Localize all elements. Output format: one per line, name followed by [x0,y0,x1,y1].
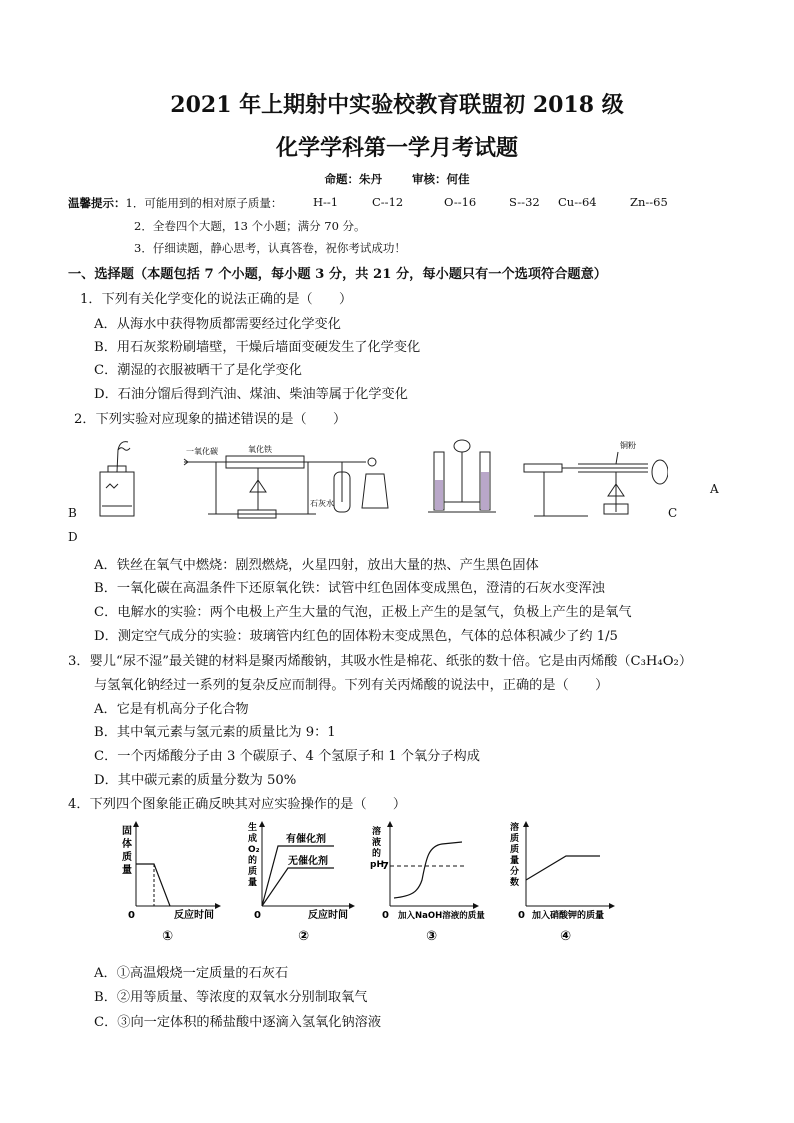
air-composition-apparatus [524,452,668,516]
tip-line2: 2．全卷四个大题，13 个小题；满分 70 分。 [134,219,366,233]
q1-option-a: A．从海水中获得物质都需要经过化学变化 [94,317,341,332]
q2-option-a: A．铁丝在氧气中燃烧：剧烈燃烧，火星四射，放出大量的热、产生黑色固体 [94,558,539,573]
g4-ylabel-3: 量 [510,856,520,866]
tip-line1 [68,195,282,211]
tip-line3: 3．仔细读题，静心思考，认真答卷，祝你考试成功！ [134,241,406,255]
q2-apparatus-figure [88,432,668,524]
g4-ylabel-4: 分 [510,867,520,877]
g3-ylabel-2: 的 [372,849,382,859]
g4-origin: 0 [518,910,525,921]
g1-ylabel-1: 体 [122,839,132,850]
q2-option-d: D．测定空气成分的实验：玻璃管内红色的固体粉末变成黑色，气体的总体积减少了约 1/5 [94,629,618,644]
mass-h: H--1 [313,195,339,209]
g3-origin: 0 [382,910,389,921]
g3-xlabel: 加入NaOH溶液的质量 [398,911,485,921]
mass-cu: Cu--64 [558,195,597,209]
g2-ylabel-5: 量 [248,878,258,888]
reviewer: 审核：何佳 [412,172,470,186]
q4-option-b: B．②用等质量、等浓度的双氧水分别制取氧气 [94,990,368,1005]
q4-option-a: A．①高温煅烧一定质量的石灰石 [94,966,289,981]
g2-ylabel-0: 生 [248,823,258,833]
g3-tick-7: 7 [382,861,389,872]
figure-letter-a: A [710,482,719,496]
mass-zn: Zn--65 [630,195,668,209]
g2-origin: 0 [254,910,261,921]
q1-option-d: D．石油分馏后得到汽油、煤油、柴油等属于化学变化 [94,387,408,402]
section1-heading: 一、选择题（本题包括 7 个小题，每小题 3 分，共 21 分，每小题只有一个选项符合题意） [68,267,607,282]
graph-2 [248,821,352,944]
tips-label: 温馨提示： [68,196,126,210]
tip1-prefix: 1．可能用到的相对原子质量： [125,196,283,210]
g4-ylabel-1: 质 [510,834,520,844]
label-copper-powder: 铜粉 [620,441,636,450]
g4-curve [526,856,600,880]
g3-ylabel-1: 液 [372,838,382,848]
mass-s: S--32 [509,195,540,209]
g1-ylabel-0: 固 [122,826,132,837]
g2-ylabel-4: 质 [248,867,258,877]
g1-ylabel-2: 质 [122,852,132,863]
mass-c: C--12 [372,195,404,209]
g2-ylabel-1: 成 [248,834,258,844]
g2-curve-no-catalyst [262,868,334,906]
g2-ylabel-2: O₂ [248,845,260,855]
authors [0,171,794,187]
q1-option-c: C．潮湿的衣服被晒干了是化学变化 [94,363,302,378]
mass-o: O--16 [444,195,477,209]
q4-stem: 4．下列四个图象能正确反映其对应实验操作的是（ ） [68,797,407,812]
graph-3 [370,824,485,944]
q3-option-a: A．它是有机高分子化合物 [94,702,249,717]
q3-option-c: C．一个丙烯酸分子由 3 个碳原子、4 个氢原子和 1 个氧分子构成 [94,749,480,764]
q3-stem-line2: 与氢氧化钠经过一系列的复杂反应而制得。下列有关丙烯酸的说法中，正确的是（ ） [94,678,609,693]
g1-curve [136,864,170,906]
g1-origin: 0 [128,910,135,921]
g3-number: ③ [426,929,438,944]
q3-stem-line1: 3．婴儿“尿不湿”最关键的材料是聚丙烯酸钠，其吸水性是棉花、纸张的数十倍。它是由丙烯酸（C₃H₄O₂） [68,654,693,669]
g3-curve [394,842,462,898]
iron-combustion-apparatus [100,442,134,516]
label-carbon-monoxide: 一氧化碳 [186,447,218,456]
q3-option-b: B．其中氧元素与氢元素的质量比为 9：1 [94,725,336,740]
g2-ylabel-3: 的 [248,856,258,866]
graph-4 [509,821,612,944]
figure-letter-d: D [68,530,78,544]
g3-ylabel-3: pH [370,860,384,870]
setter: 命题：朱丹 [324,172,382,186]
g4-ylabel-0: 溶 [510,823,520,833]
label-limewater: 石灰水 [310,499,334,508]
g2-curve-catalyst [262,846,334,906]
g2-number: ② [298,929,310,944]
q2-option-c: C．电解水的实验：两个电极上产生大量的气泡，正极上产生的是氢气，负极上产生的是氧气 [94,605,632,620]
q1-stem: 1．下列有关化学变化的说法正确的是（ ） [80,292,353,307]
q3-option-d: D．其中碳元素的质量分数为 50% [94,773,297,788]
electrolysis-apparatus [428,440,496,512]
g4-ylabel-5: 数 [510,878,520,888]
label-iron-oxide: 氧化铁 [248,445,272,454]
g4-ylabel-2: 质 [510,845,520,855]
figure-letter-b: B [68,506,77,520]
g1-ylabel-3: 量 [122,865,132,876]
graph-1 [122,824,218,944]
exam-title-line2: 化学学科第一学月考试题 [275,135,518,161]
figure-letter-c: C [668,506,678,520]
g4-number: ④ [560,929,572,944]
co-reduction-apparatus [184,456,388,518]
exam-title-line1: 2021 年上期射中实验校教育联盟初 2018 级 [170,92,624,118]
g1-number: ① [162,929,174,944]
g2-curve2-label: 无催化剂 [288,856,328,867]
g1-xlabel: 反应时间 [174,910,214,921]
q2-option-b: B．一氧化碳在高温条件下还原氧化铁：试管中红色固体变成黑色，澄清的石灰水变浑浊 [94,581,605,596]
g4-xlabel: 加入硝酸钾的质量 [532,911,605,921]
q4-option-c: C．③向一定体积的稀盐酸中逐滴入氢氧化钠溶液 [94,1015,382,1030]
q2-stem: 2．下列实验对应现象的描述错误的是（ ） [74,412,347,427]
g3-ylabel-0: 溶 [372,827,382,837]
g2-curve1-label: 有催化剂 [286,834,326,845]
q4-graphs-figure [112,820,622,948]
q1-option-b: B．用石灰浆粉刷墙壁，干燥后墙面变硬发生了化学变化 [94,340,421,355]
g2-xlabel: 反应时间 [308,910,348,921]
